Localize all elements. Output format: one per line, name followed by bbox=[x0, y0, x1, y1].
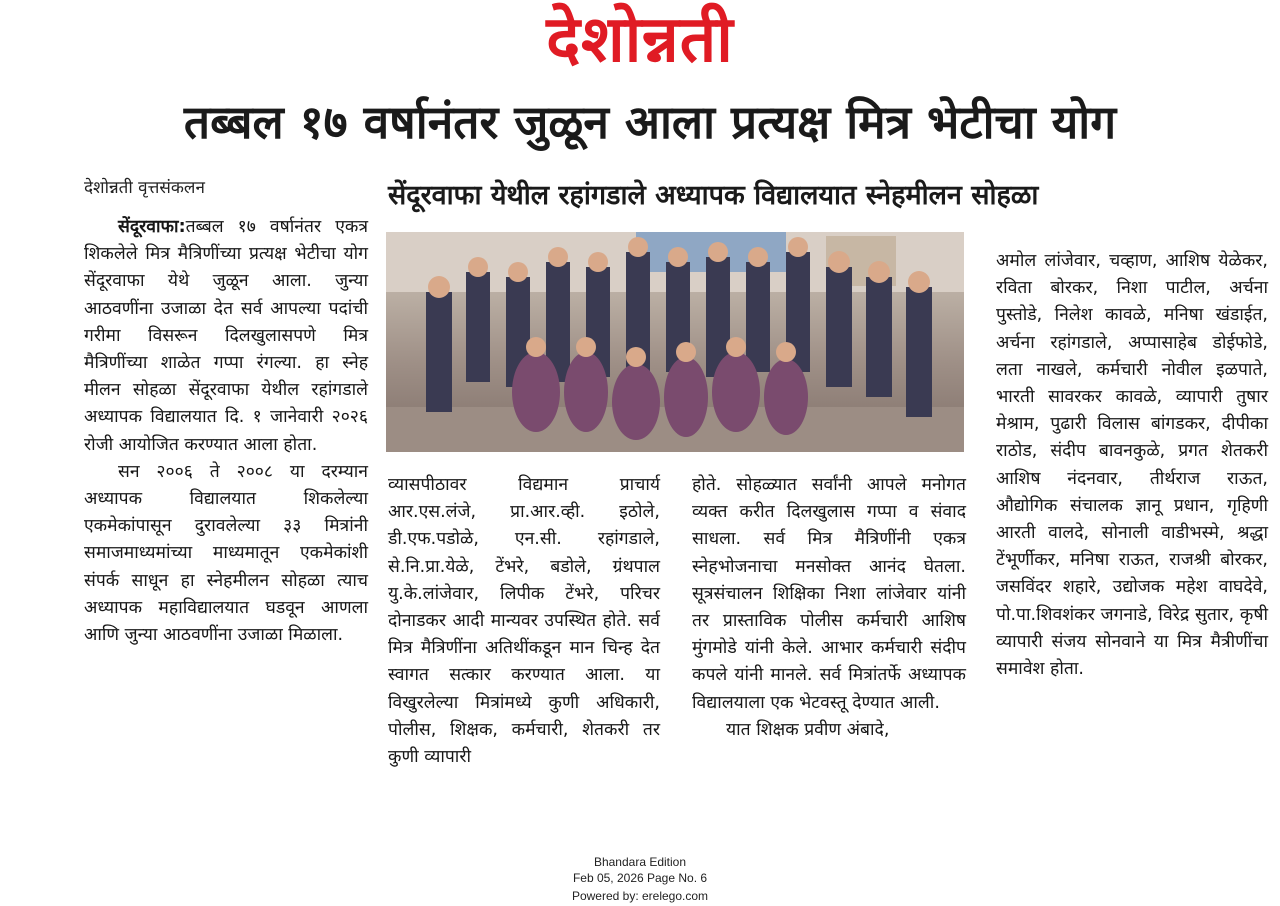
paragraph: अमोल लांजेवार, चव्हाण, आशिष येळेकर, रविता बोरकर, निशा पाटील, अर्चना पुस्तोडे, निलेश कावळे, मनिषा खंडाईत, अर्चना रहांगडाले, अप्पासाहेब डोईफोडे, लता नाखले, कर्मचारी नोवील इळपाते, भारती सावरकर कावळे, व्यापारी तुषार मेश्राम, पुढारी विलास बांगडकर, दीपीका राठोड, संदीप बावनकुळे, प्रगत शेतकरी आशिष नंदनवार, तीर्थराज राऊत, औद्योगिक संचालक ज्ञानू प्रधान, गृहिणी आरती वालदे, सोनाली वाडीभस्मे, श्रद्धा टेंभूर्णीकर, मनिषा राऊत, राजश्री बोरकर, जसविंदर शहारे, उद्योजक महेश वाघदेवे, पो.पा.शिवशंकर जगनाडे, विरेद्र सुतार, कृषी व्यापारी संजय सोनवाने या मित्र मैत्रीणींचा समावेश होता. bbox=[996, 251, 1268, 680]
paragraph: सन २००६ ते २००८ या दरम्यान अध्यापक विद्यालयात शिकलेल्या एकमेकांपासून दुरावलेल्या ३३ मित्रांनी समाजमाध्यमांच्या माध्यमातून एकमेकांशी संपर्क साधून हा स्नेहमीलन सोहळा त्याच अध्यापक महाविद्यालयात घडवून आणला आणि जुन्या आठवणींना उजाळा मिळाला. bbox=[84, 461, 368, 646]
paragraph: व्यासपीठावर विद्यमान प्राचार्य आर.एस.लंजे, प्रा.आर.व्ही. इठोले, डी.एफ.पडोळे, एन.सी. रहांगडाले, से.नि.प्रा.येळे, टेंभरे, बडोले, ग्रंथपाल यु.के.लांजेवार, लिपीक टेंभरे, परिचर दोनाडकर आदी मान्यवर उपस्थित होते. सर्व मित्र मैत्रिणींना अतिथींकडून मान चिन्ह देत स्वागत सत्कार करण्यात आला. या विखुरलेल्या मित्रांमध्ये कुणी अधिकारी, पोलीस, शिक्षक, कर्मचारी, शेतकरी तर कुणी व्यापारी bbox=[388, 475, 660, 768]
date-page-label: Feb 05, 2026 Page No. 6 bbox=[572, 871, 708, 885]
group-photo-illustration bbox=[386, 232, 964, 452]
powered-by-link[interactable]: Powered by: erelego.com bbox=[571, 889, 709, 903]
masthead-logo: देशोन्नती bbox=[546, 3, 734, 77]
article-column-1 bbox=[84, 214, 368, 649]
article-column-2 bbox=[388, 472, 660, 771]
edition-label: Bhandara Edition bbox=[593, 855, 687, 869]
paragraph: यात शिक्षक प्रवीण अंबादे, bbox=[726, 719, 890, 740]
article-headline: तब्बल १७ वर्षानंतर जुळून आला प्रत्यक्ष मित्र भेटीचा योग bbox=[183, 95, 1117, 149]
article-byline: देशोन्नती वृत्तसंकलन bbox=[84, 178, 205, 198]
paragraph bbox=[84, 214, 368, 459]
article-subheadline: सेंदूरवाफा येथील रहांगडाले अध्यापक विद्यालयात स्नेहमीलन सोहळा bbox=[388, 180, 1039, 211]
paragraph: होते. सोहळ्यात सर्वांनी आपले मनोगत व्यक्त करीत दिलखुलास गप्पा व संवाद साधला. सर्व मित्र मैत्रिणींनी एकत्र स्नेहभोजनाचा मनसोक्त आनंद घेतला. सूत्रसंचालन शिक्षिका निशा लांजेवार यांनी तर प्रास्ताविक पोलीस कर्मचारी आशिष मुंगमोडे यांनी केले. आभार कर्मचारी संदीप कपले यांनी मानले. सर्व मित्रांतर्फे अध्यापक विद्यालयाला एक भेटवस्तू देण्यात आली. bbox=[692, 475, 966, 713]
dateline: सेंदूरवाफा: bbox=[118, 217, 186, 237]
article-column-3 bbox=[692, 472, 966, 744]
article-column-4 bbox=[996, 248, 1268, 683]
group-photo bbox=[386, 232, 964, 452]
paragraph-text: तब्बल १७ वर्षानंतर एकत्र शिकलेले मित्र मैत्रिणींच्या प्रत्यक्ष भेटीचा योग सेंदूरवाफा येथे जुळून आला. जुन्या आठवणींना उजाळा देत सर्व आपल्या पदांची गरीमा विसरून दिलखुलासपणे मित्र मैत्रिणींच्या शाळेत गप्पा रंगल्या. हा स्नेह मीलन सोहळा सेंदूरवाफा येथील रहांगडाले अध्यापक विद्यालयात दि. १ जानेवारी २०२६ रोजी आयोजित करण्यात आला होता. bbox=[84, 217, 368, 455]
